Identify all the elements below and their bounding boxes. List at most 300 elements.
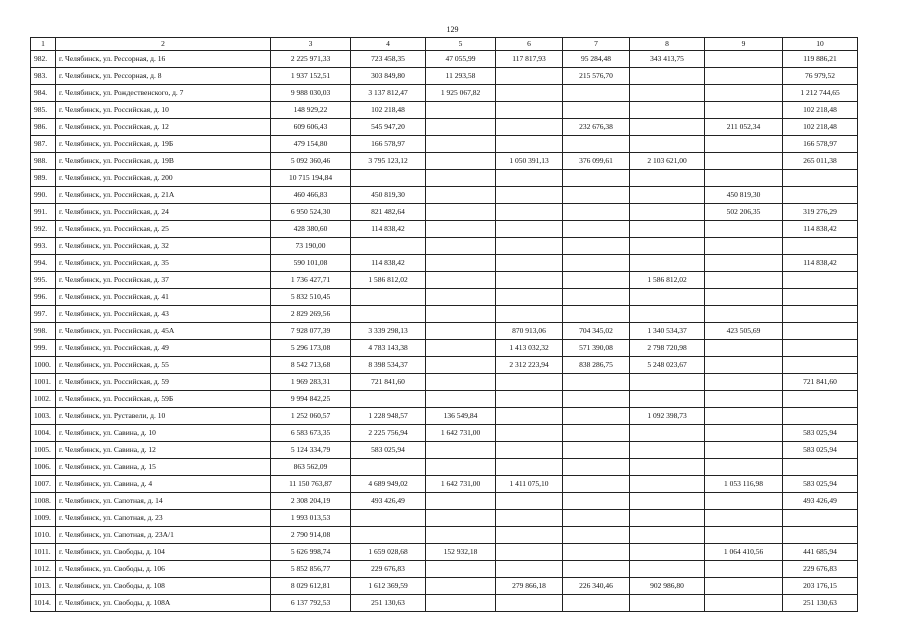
amount-cell: 423 505,69 xyxy=(705,323,783,340)
amount-cell xyxy=(705,272,783,289)
table-row xyxy=(31,272,858,289)
amount-cell xyxy=(563,476,630,493)
amount-cell xyxy=(705,595,783,612)
amount-cell: 1 092 398,73 xyxy=(630,408,705,425)
row-number-cell: 999. xyxy=(31,340,56,357)
amount-cell xyxy=(705,408,783,425)
table-row xyxy=(31,340,858,357)
amount-cell: 7 928 077,39 xyxy=(271,323,351,340)
amount-cell xyxy=(426,255,496,272)
amount-cell: 251 130,63 xyxy=(351,595,426,612)
address-cell: г. Челябинск, ул. Российская, д. 49 xyxy=(56,340,271,357)
amount-cell xyxy=(630,170,705,187)
amount-cell xyxy=(630,476,705,493)
address-cell: г. Челябинск, ул. Савина, д. 12 xyxy=(56,442,271,459)
amount-cell xyxy=(563,221,630,238)
amount-cell xyxy=(496,459,563,476)
amount-cell: 1 050 391,13 xyxy=(496,153,563,170)
amount-cell: 2 308 204,19 xyxy=(271,493,351,510)
amount-cell xyxy=(496,272,563,289)
amount-cell: 232 676,38 xyxy=(563,119,630,136)
table-row xyxy=(31,476,858,493)
amount-cell: 114 838,42 xyxy=(351,221,426,238)
address-cell: г. Челябинск, ул. Савина, д. 15 xyxy=(56,459,271,476)
amount-cell: 821 482,64 xyxy=(351,204,426,221)
amount-cell xyxy=(563,289,630,306)
address-cell: г. Челябинск, ул. Российская, д. 21А xyxy=(56,187,271,204)
amount-cell xyxy=(426,221,496,238)
amount-cell xyxy=(563,510,630,527)
amount-cell xyxy=(630,102,705,119)
table-row xyxy=(31,136,858,153)
amount-cell: 428 380,60 xyxy=(271,221,351,238)
amount-cell xyxy=(351,289,426,306)
table-row xyxy=(31,170,858,187)
row-number-cell: 995. xyxy=(31,272,56,289)
address-cell: г. Челябинск, ул. Российская, д. 37 xyxy=(56,272,271,289)
amount-cell xyxy=(351,170,426,187)
row-number-cell: 1014. xyxy=(31,595,56,612)
amount-cell: 6 137 792,53 xyxy=(271,595,351,612)
amount-cell: 9 988 030,03 xyxy=(271,85,351,102)
amount-cell xyxy=(705,459,783,476)
amount-cell xyxy=(630,187,705,204)
amount-cell xyxy=(563,527,630,544)
amount-cell xyxy=(426,170,496,187)
amount-cell xyxy=(426,493,496,510)
amount-cell xyxy=(351,391,426,408)
column-header: 7 xyxy=(563,38,630,51)
amount-cell: 1 064 410,56 xyxy=(705,544,783,561)
data-table xyxy=(30,37,858,612)
amount-cell: 1 612 369,59 xyxy=(351,578,426,595)
column-header: 1 xyxy=(31,38,56,51)
amount-cell xyxy=(496,170,563,187)
amount-cell: 450 819,30 xyxy=(351,187,426,204)
amount-cell xyxy=(496,510,563,527)
amount-cell: 76 979,52 xyxy=(783,68,858,85)
table-row xyxy=(31,527,858,544)
amount-cell xyxy=(496,374,563,391)
amount-cell xyxy=(630,238,705,255)
amount-cell: 721 841,60 xyxy=(783,374,858,391)
amount-cell xyxy=(563,255,630,272)
table-row xyxy=(31,306,858,323)
amount-cell xyxy=(563,595,630,612)
amount-cell xyxy=(496,221,563,238)
amount-cell xyxy=(496,561,563,578)
row-number-cell: 988. xyxy=(31,153,56,170)
amount-cell xyxy=(563,136,630,153)
table-row xyxy=(31,459,858,476)
address-cell: г. Челябинск, ул. Российская, д. 45А xyxy=(56,323,271,340)
amount-cell xyxy=(351,527,426,544)
amount-cell: 303 849,80 xyxy=(351,68,426,85)
amount-cell xyxy=(351,238,426,255)
address-cell: г. Челябинск, ул. Российская, д. 10 xyxy=(56,102,271,119)
amount-cell: 5 124 334,79 xyxy=(271,442,351,459)
amount-cell: 9 994 842,25 xyxy=(271,391,351,408)
amount-cell xyxy=(496,238,563,255)
amount-cell xyxy=(496,119,563,136)
amount-cell: 1 993 013,53 xyxy=(271,510,351,527)
table-row xyxy=(31,493,858,510)
amount-cell xyxy=(630,442,705,459)
amount-cell: 2 829 269,56 xyxy=(271,306,351,323)
address-cell: г. Челябинск, ул. Российская, д. 41 xyxy=(56,289,271,306)
amount-cell: 3 795 123,12 xyxy=(351,153,426,170)
amount-cell xyxy=(426,153,496,170)
amount-cell: 10 715 194,84 xyxy=(271,170,351,187)
address-cell: г. Челябинск, ул. Сапотная, д. 23А/1 xyxy=(56,527,271,544)
table-row xyxy=(31,68,858,85)
amount-cell: 450 819,30 xyxy=(705,187,783,204)
amount-cell xyxy=(426,442,496,459)
amount-cell: 441 685,94 xyxy=(783,544,858,561)
amount-cell xyxy=(426,272,496,289)
amount-cell xyxy=(563,442,630,459)
amount-cell: 114 838,42 xyxy=(783,221,858,238)
amount-cell: 3 339 298,13 xyxy=(351,323,426,340)
amount-cell: 583 025,94 xyxy=(783,425,858,442)
amount-cell: 102 218,48 xyxy=(351,102,426,119)
amount-cell xyxy=(563,187,630,204)
amount-cell xyxy=(563,170,630,187)
amount-cell xyxy=(496,408,563,425)
address-cell: г. Челябинск, ул. Российская, д. 59Б xyxy=(56,391,271,408)
amount-cell xyxy=(783,340,858,357)
amount-cell: 229 676,83 xyxy=(351,561,426,578)
table-row xyxy=(31,323,858,340)
amount-cell: 319 276,29 xyxy=(783,204,858,221)
amount-cell: 479 154,80 xyxy=(271,136,351,153)
amount-cell xyxy=(705,102,783,119)
amount-cell: 2 225 971,33 xyxy=(271,51,351,68)
row-number-cell: 983. xyxy=(31,68,56,85)
amount-cell xyxy=(426,510,496,527)
amount-cell xyxy=(563,459,630,476)
amount-cell: 95 284,48 xyxy=(563,51,630,68)
amount-cell: 4 689 949,02 xyxy=(351,476,426,493)
amount-cell xyxy=(496,391,563,408)
column-header: 9 xyxy=(705,38,783,51)
table-row xyxy=(31,595,858,612)
row-number-cell: 990. xyxy=(31,187,56,204)
amount-cell xyxy=(630,85,705,102)
amount-cell: 211 052,34 xyxy=(705,119,783,136)
amount-cell: 1 659 028,68 xyxy=(351,544,426,561)
amount-cell xyxy=(705,527,783,544)
table-row xyxy=(31,578,858,595)
amount-cell: 5 092 360,46 xyxy=(271,153,351,170)
amount-cell xyxy=(630,493,705,510)
amount-cell xyxy=(630,527,705,544)
address-cell: г. Челябинск, ул. Свободы, д. 104 xyxy=(56,544,271,561)
header-row xyxy=(31,38,858,51)
address-cell: г. Челябинск, ул. Российская, д. 24 xyxy=(56,204,271,221)
row-number-cell: 996. xyxy=(31,289,56,306)
amount-cell xyxy=(630,306,705,323)
row-number-cell: 986. xyxy=(31,119,56,136)
amount-cell xyxy=(630,136,705,153)
amount-cell: 704 345,02 xyxy=(563,323,630,340)
amount-cell: 265 011,38 xyxy=(783,153,858,170)
amount-cell xyxy=(705,51,783,68)
amount-cell: 1 228 948,57 xyxy=(351,408,426,425)
amount-cell: 493 426,49 xyxy=(783,493,858,510)
amount-cell: 2 225 756,94 xyxy=(351,425,426,442)
amount-cell xyxy=(705,374,783,391)
amount-cell: 583 025,94 xyxy=(351,442,426,459)
amount-cell xyxy=(426,102,496,119)
amount-cell: 148 929,22 xyxy=(271,102,351,119)
amount-cell: 2 790 914,08 xyxy=(271,527,351,544)
amount-cell xyxy=(426,187,496,204)
row-number-cell: 984. xyxy=(31,85,56,102)
amount-cell: 1 413 032,32 xyxy=(496,340,563,357)
amount-cell: 73 190,00 xyxy=(271,238,351,255)
amount-cell xyxy=(705,561,783,578)
amount-cell xyxy=(496,289,563,306)
amount-cell: 102 218,48 xyxy=(783,102,858,119)
address-cell: г. Челябинск, ул. Российская, д. 25 xyxy=(56,221,271,238)
row-number-cell: 1003. xyxy=(31,408,56,425)
row-number-cell: 1013. xyxy=(31,578,56,595)
amount-cell xyxy=(705,170,783,187)
column-header: 5 xyxy=(426,38,496,51)
amount-cell xyxy=(426,136,496,153)
address-cell: г. Челябинск, ул. Савина, д. 4 xyxy=(56,476,271,493)
column-header: 3 xyxy=(271,38,351,51)
amount-cell: 721 841,60 xyxy=(351,374,426,391)
amount-cell xyxy=(783,527,858,544)
table-row xyxy=(31,204,858,221)
amount-cell: 5 248 023,67 xyxy=(630,357,705,374)
address-cell: г. Челябинск, ул. Рессорная, д. 16 xyxy=(56,51,271,68)
amount-cell: 251 130,63 xyxy=(783,595,858,612)
amount-cell: 166 578,97 xyxy=(783,136,858,153)
row-number-cell: 992. xyxy=(31,221,56,238)
amount-cell: 6 950 524,30 xyxy=(271,204,351,221)
row-number-cell: 1010. xyxy=(31,527,56,544)
amount-cell: 1 053 116,98 xyxy=(705,476,783,493)
amount-cell: 3 137 812,47 xyxy=(351,85,426,102)
amount-cell xyxy=(630,255,705,272)
amount-cell xyxy=(630,221,705,238)
amount-cell: 8 542 713,68 xyxy=(271,357,351,374)
address-cell: г. Челябинск, ул. Свободы, д. 108А xyxy=(56,595,271,612)
amount-cell: 117 817,93 xyxy=(496,51,563,68)
amount-cell xyxy=(496,527,563,544)
amount-cell: 152 932,18 xyxy=(426,544,496,561)
amount-cell: 1 586 812,02 xyxy=(630,272,705,289)
table-row xyxy=(31,85,858,102)
amount-cell xyxy=(351,510,426,527)
address-cell: г. Челябинск, ул. Российская, д. 43 xyxy=(56,306,271,323)
amount-cell xyxy=(426,289,496,306)
amount-cell xyxy=(783,238,858,255)
address-cell: г. Челябинск, ул. Российская, д. 19В xyxy=(56,153,271,170)
row-number-cell: 1001. xyxy=(31,374,56,391)
amount-cell xyxy=(496,136,563,153)
amount-cell xyxy=(496,306,563,323)
address-cell: г. Челябинск, ул. Российская, д. 35 xyxy=(56,255,271,272)
amount-cell xyxy=(630,289,705,306)
table-row xyxy=(31,544,858,561)
amount-cell xyxy=(783,306,858,323)
amount-cell: 1 411 075,10 xyxy=(496,476,563,493)
amount-cell xyxy=(705,136,783,153)
amount-cell: 102 218,48 xyxy=(783,119,858,136)
row-number-cell: 1006. xyxy=(31,459,56,476)
amount-cell xyxy=(630,459,705,476)
amount-cell: 590 101,08 xyxy=(271,255,351,272)
amount-cell: 870 913,06 xyxy=(496,323,563,340)
amount-cell xyxy=(496,204,563,221)
address-cell: г. Челябинск, ул. Свободы, д. 106 xyxy=(56,561,271,578)
table-row xyxy=(31,289,858,306)
amount-cell: 1 937 152,51 xyxy=(271,68,351,85)
amount-cell: 166 578,97 xyxy=(351,136,426,153)
amount-cell: 583 025,94 xyxy=(783,442,858,459)
amount-cell xyxy=(630,374,705,391)
amount-cell: 609 606,43 xyxy=(271,119,351,136)
amount-cell xyxy=(783,187,858,204)
table-row xyxy=(31,153,858,170)
amount-cell xyxy=(426,561,496,578)
row-number-cell: 994. xyxy=(31,255,56,272)
amount-cell: 863 562,09 xyxy=(271,459,351,476)
amount-cell xyxy=(426,340,496,357)
amount-cell xyxy=(630,204,705,221)
table-row xyxy=(31,425,858,442)
amount-cell xyxy=(705,578,783,595)
amount-cell: 838 286,75 xyxy=(563,357,630,374)
address-cell: г. Челябинск, ул. Российская, д. 19Б xyxy=(56,136,271,153)
row-number-cell: 1011. xyxy=(31,544,56,561)
amount-cell xyxy=(351,459,426,476)
amount-cell xyxy=(426,323,496,340)
amount-cell: 5 296 173,08 xyxy=(271,340,351,357)
amount-cell xyxy=(563,391,630,408)
amount-cell xyxy=(783,408,858,425)
amount-cell xyxy=(496,68,563,85)
table-row xyxy=(31,255,858,272)
column-header: 4 xyxy=(351,38,426,51)
amount-cell xyxy=(705,68,783,85)
row-number-cell: 1008. xyxy=(31,493,56,510)
amount-cell xyxy=(630,510,705,527)
amount-cell xyxy=(496,102,563,119)
row-number-cell: 1012. xyxy=(31,561,56,578)
amount-cell: 4 783 143,38 xyxy=(351,340,426,357)
amount-cell: 376 099,61 xyxy=(563,153,630,170)
amount-cell: 47 055,99 xyxy=(426,51,496,68)
amount-cell xyxy=(563,425,630,442)
amount-cell xyxy=(783,357,858,374)
amount-cell: 1 340 534,37 xyxy=(630,323,705,340)
amount-cell: 229 676,83 xyxy=(783,561,858,578)
amount-cell xyxy=(563,238,630,255)
row-number-cell: 1009. xyxy=(31,510,56,527)
amount-cell xyxy=(783,289,858,306)
row-number-cell: 982. xyxy=(31,51,56,68)
amount-cell: 203 176,15 xyxy=(783,578,858,595)
address-cell: г. Челябинск, ул. Российская, д. 32 xyxy=(56,238,271,255)
amount-cell: 1 969 283,31 xyxy=(271,374,351,391)
amount-cell xyxy=(426,357,496,374)
amount-cell xyxy=(426,119,496,136)
row-number-cell: 997. xyxy=(31,306,56,323)
amount-cell xyxy=(783,170,858,187)
amount-cell: 571 390,08 xyxy=(563,340,630,357)
address-cell: г. Челябинск, ул. Свободы, д. 108 xyxy=(56,578,271,595)
column-header: 10 xyxy=(783,38,858,51)
amount-cell: 5 832 510,45 xyxy=(271,289,351,306)
amount-cell xyxy=(705,289,783,306)
amount-cell: 1 736 427,71 xyxy=(271,272,351,289)
amount-cell xyxy=(426,306,496,323)
row-number-cell: 1000. xyxy=(31,357,56,374)
address-cell: г. Челябинск, ул. Савина, д. 10 xyxy=(56,425,271,442)
table-row xyxy=(31,561,858,578)
address-cell: г. Челябинск, ул. Российская, д. 200 xyxy=(56,170,271,187)
amount-cell xyxy=(496,493,563,510)
table-row xyxy=(31,187,858,204)
amount-cell xyxy=(705,493,783,510)
amount-cell xyxy=(426,374,496,391)
amount-cell: 723 458,35 xyxy=(351,51,426,68)
amount-cell: 502 206,35 xyxy=(705,204,783,221)
amount-cell xyxy=(563,272,630,289)
amount-cell xyxy=(496,85,563,102)
amount-cell xyxy=(630,425,705,442)
amount-cell xyxy=(705,510,783,527)
table-row xyxy=(31,442,858,459)
table-row xyxy=(31,221,858,238)
row-number-cell: 1004. xyxy=(31,425,56,442)
amount-cell xyxy=(705,85,783,102)
amount-cell xyxy=(426,238,496,255)
amount-cell xyxy=(496,255,563,272)
amount-cell: 460 466,83 xyxy=(271,187,351,204)
amount-cell xyxy=(563,204,630,221)
amount-cell: 215 576,70 xyxy=(563,68,630,85)
amount-cell xyxy=(426,578,496,595)
amount-cell xyxy=(426,459,496,476)
amount-cell: 8 029 612,81 xyxy=(271,578,351,595)
table-row xyxy=(31,102,858,119)
address-cell: г. Челябинск, ул. Сапотная, д. 14 xyxy=(56,493,271,510)
amount-cell xyxy=(630,544,705,561)
amount-cell xyxy=(563,85,630,102)
row-number-cell: 1002. xyxy=(31,391,56,408)
amount-cell xyxy=(496,544,563,561)
amount-cell: 114 838,42 xyxy=(351,255,426,272)
address-cell: г. Челябинск, ул. Российская, д. 12 xyxy=(56,119,271,136)
amount-cell xyxy=(705,153,783,170)
column-header: 2 xyxy=(56,38,271,51)
amount-cell xyxy=(496,187,563,204)
column-header: 6 xyxy=(496,38,563,51)
amount-cell xyxy=(563,544,630,561)
amount-cell xyxy=(496,425,563,442)
table-row xyxy=(31,374,858,391)
amount-cell xyxy=(783,459,858,476)
row-number-cell: 985. xyxy=(31,102,56,119)
row-number-cell: 991. xyxy=(31,204,56,221)
amount-cell: 2 312 223,94 xyxy=(496,357,563,374)
